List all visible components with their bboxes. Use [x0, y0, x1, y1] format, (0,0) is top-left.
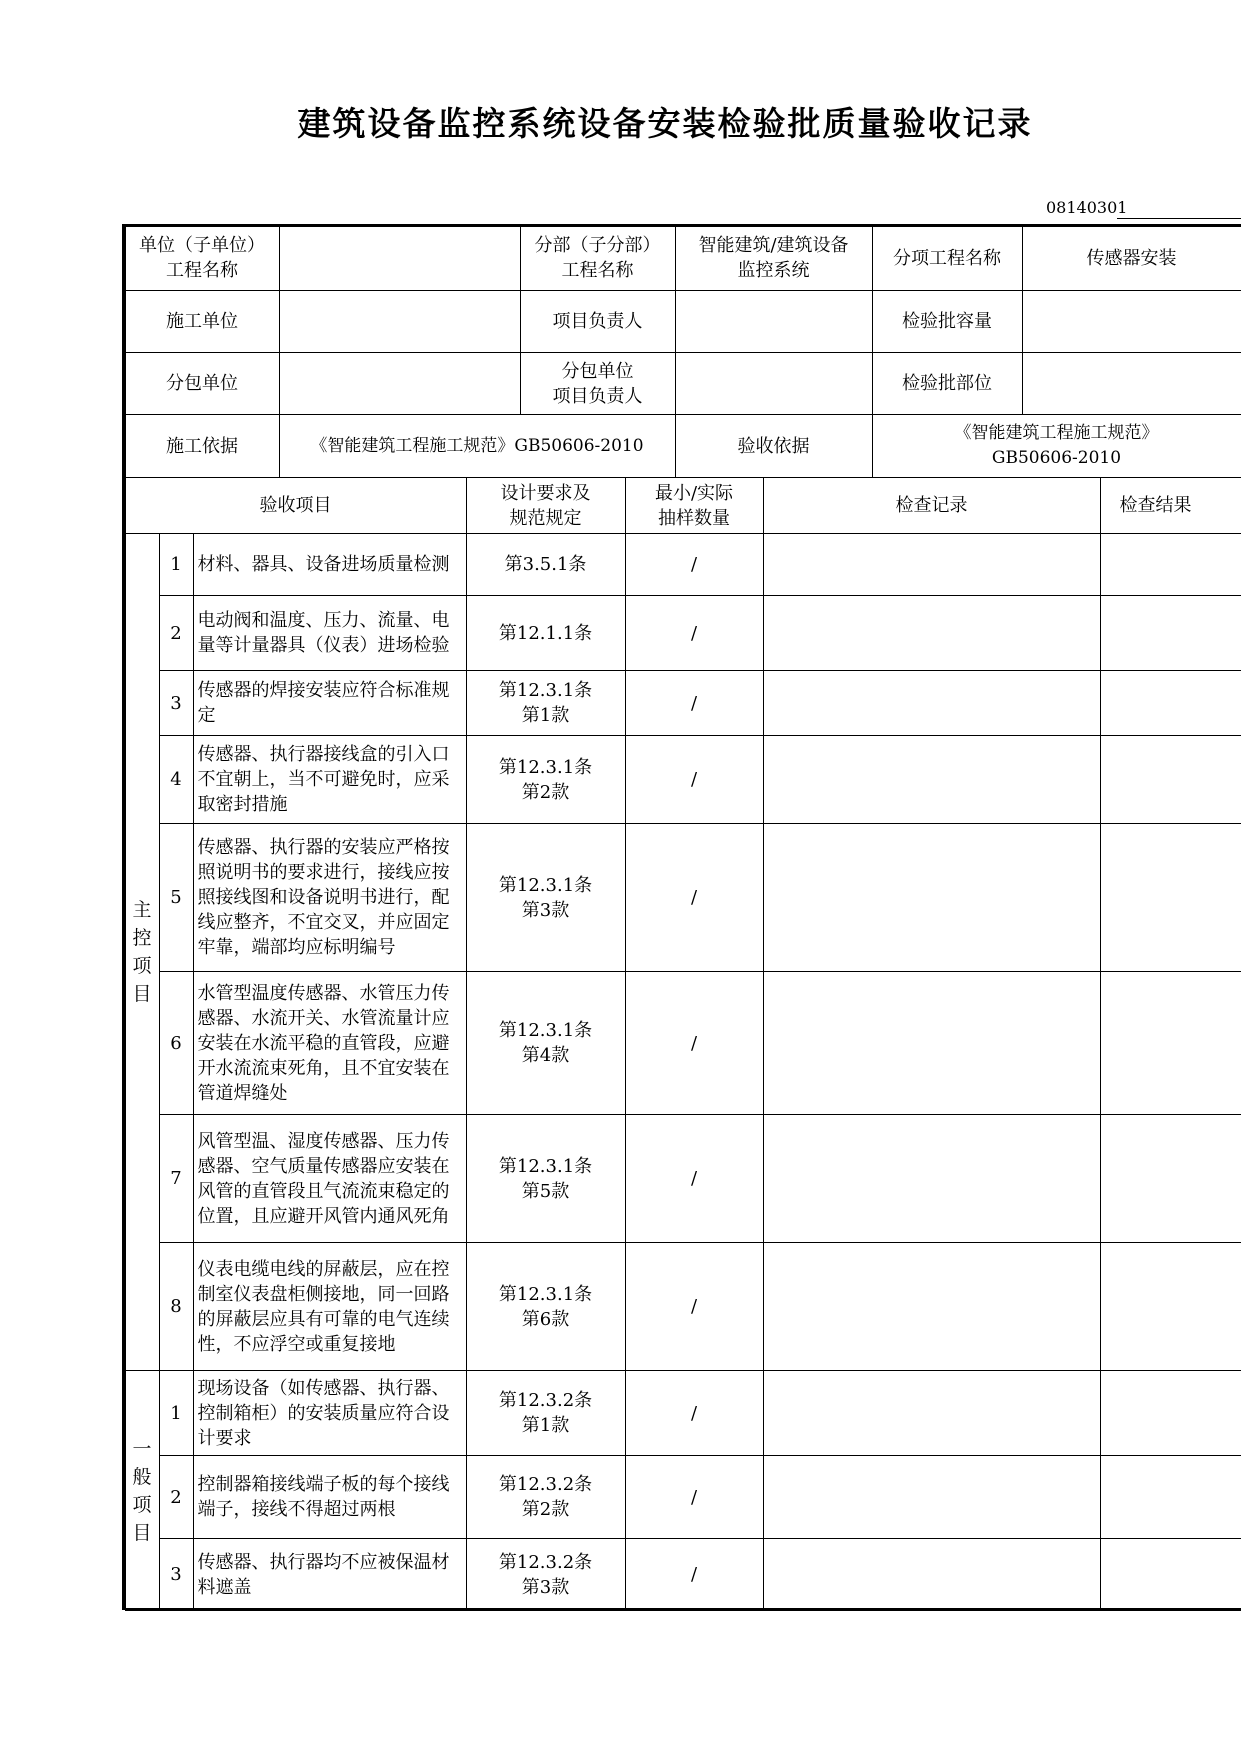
subitem-value[interactable]: 传感器安装 [1022, 226, 1241, 291]
item-check-result[interactable] [1100, 736, 1241, 824]
item-design-ref: 第12.3.2条 第1款 [466, 1371, 625, 1456]
item-text: 仪表电缆电线的屏蔽层，应在控制室仪表盘柜侧接地，同一回路的屏蔽层应具有可靠的电气连续性，不应浮空或重复接地 [193, 1243, 466, 1371]
inspection-body [0, 478, 1241, 1611]
main-control-item-section-label: 主 控 项 目 [125, 534, 159, 1371]
batch-capacity-value[interactable] [1022, 291, 1241, 353]
item-sample: / [625, 534, 763, 596]
item-text: 传感器、执行器的安装应严格按照说明书的要求进行，接线应按照接线图和设备说明书进行，配线应整齐，不宜交叉，并应固定牢靠，端部均应标明编号 [193, 824, 466, 972]
item-number: 1 [159, 1371, 193, 1456]
batch-capacity-label: 检验批容量 [872, 291, 1022, 353]
frame-top-border [122, 224, 1241, 227]
item-number: 4 [159, 736, 193, 824]
item-sample: / [625, 596, 763, 671]
division-label: 分部（子分部） 工程名称 [520, 226, 675, 291]
left-margin [0, 226, 125, 291]
sub-manager-label: 分包单位 项目负责人 [520, 353, 675, 415]
item-sample: / [625, 671, 763, 736]
item-check-result[interactable] [1100, 596, 1241, 671]
item-number: 2 [159, 596, 193, 671]
item-check-record[interactable] [763, 972, 1100, 1115]
general-item-section-label: 一 般 项 目 [125, 1371, 159, 1611]
item-number: 6 [159, 972, 193, 1115]
header-table [0, 225, 1241, 478]
batch-location-value[interactable] [1022, 353, 1241, 415]
frame-left-border [122, 224, 125, 1610]
item-check-record[interactable] [763, 534, 1100, 596]
form-title: 建筑设备监控系统设备安装检验批质量验收记录 [297, 104, 1033, 143]
item-sample: / [625, 1115, 763, 1243]
contractor-value[interactable] [279, 291, 520, 353]
document-number-blank-line [1117, 218, 1241, 219]
basis-label: 施工依据 [125, 415, 279, 478]
item-sample: / [625, 1539, 763, 1611]
left-margin [0, 478, 125, 534]
item-check-record[interactable] [763, 1371, 1100, 1456]
item-check-record[interactable] [763, 596, 1100, 671]
item-design-ref: 第12.3.1条 第1款 [466, 671, 625, 736]
subcontractor-value[interactable] [279, 353, 520, 415]
item-number: 3 [159, 671, 193, 736]
item-check-result[interactable] [1100, 1456, 1241, 1539]
item-text: 材料、器具、设备进场质量检测 [193, 534, 466, 596]
unit-name-value[interactable] [279, 226, 520, 291]
main-control-item-row [0, 824, 1241, 972]
item-design-ref: 第12.3.1条 第4款 [466, 972, 625, 1115]
item-check-result[interactable] [1100, 1371, 1241, 1456]
item-design-ref: 第12.3.1条 第3款 [466, 824, 625, 972]
item-check-result[interactable] [1100, 824, 1241, 972]
item-sample: / [625, 1371, 763, 1456]
item-check-record[interactable] [763, 671, 1100, 736]
column-header-item: 验收项目 [125, 478, 466, 534]
item-check-record[interactable] [763, 824, 1100, 972]
main-control-item-row [0, 972, 1241, 1115]
item-text: 现场设备（如传感器、执行器、控制箱柜）的安装质量应符合设计要求 [193, 1371, 466, 1456]
item-text: 传感器、执行器接线盒的引入口不宜朝上，当不可避免时，应采取密封措施 [193, 736, 466, 824]
inspection-table [0, 477, 1241, 1611]
project-manager-value[interactable] [675, 291, 872, 353]
item-design-ref: 第12.3.2条 第2款 [466, 1456, 625, 1539]
column-header-record: 检查记录 [763, 478, 1100, 534]
item-number: 3 [159, 1539, 193, 1611]
item-number: 8 [159, 1243, 193, 1371]
item-sample: / [625, 1243, 763, 1371]
item-check-result[interactable] [1100, 671, 1241, 736]
sub-manager-value[interactable] [675, 353, 872, 415]
item-check-result[interactable] [1100, 1243, 1241, 1371]
subcontractor-label: 分包单位 [125, 353, 279, 415]
item-check-result[interactable] [1100, 1115, 1241, 1243]
item-design-ref: 第12.3.1条 第6款 [466, 1243, 625, 1371]
item-text: 传感器的焊接安装应符合标准规定 [193, 671, 466, 736]
main-control-item-row [0, 736, 1241, 824]
item-check-result[interactable] [1100, 972, 1241, 1115]
item-text: 控制器箱接线端子板的每个接线端子，接线不得超过两根 [193, 1456, 466, 1539]
column-header-sample: 最小/实际 抽样数量 [625, 478, 763, 534]
item-number: 5 [159, 824, 193, 972]
item-check-result[interactable] [1100, 1539, 1241, 1611]
contractor-label: 施工单位 [125, 291, 279, 353]
item-check-record[interactable] [763, 736, 1100, 824]
column-header-result: 检查结果 [1100, 478, 1241, 534]
item-design-ref: 第3.5.1条 [466, 534, 625, 596]
general-item-row [0, 1371, 1241, 1456]
item-number: 2 [159, 1456, 193, 1539]
main-control-item-row [0, 534, 1241, 596]
main-control-item-row [0, 671, 1241, 736]
item-sample: / [625, 736, 763, 824]
general-item-row [0, 1456, 1241, 1539]
item-check-record[interactable] [763, 1456, 1100, 1539]
item-check-record[interactable] [763, 1115, 1100, 1243]
unit-name-label: 单位（子单位） 工程名称 [125, 226, 279, 291]
item-text: 水管型温度传感器、水管压力传感器、水流开关、水管流量计应安装在水流平稳的直管段，应避开水流流束死角，且不宜安装在管道焊缝处 [193, 972, 466, 1115]
general-item-row [0, 1539, 1241, 1611]
item-sample: / [625, 1456, 763, 1539]
project-manager-label: 项目负责人 [520, 291, 675, 353]
frame-bottom-border [122, 1608, 1241, 1610]
column-header-row [0, 478, 1241, 534]
item-sample: / [625, 824, 763, 972]
item-design-ref: 第12.3.1条 第5款 [466, 1115, 625, 1243]
item-number: 7 [159, 1115, 193, 1243]
acceptance-basis-value: 《智能建筑工程施工规范》 GB50606-2010 [872, 415, 1241, 478]
acceptance-basis-label: 验收依据 [675, 415, 872, 478]
item-number: 1 [159, 534, 193, 596]
subitem-label: 分项工程名称 [872, 226, 1022, 291]
batch-location-label: 检验批部位 [872, 353, 1022, 415]
item-design-ref: 第12.1.1条 [466, 596, 625, 671]
item-design-ref: 第12.3.2条 第3款 [466, 1539, 625, 1611]
item-text: 传感器、执行器均不应被保温材料遮盖 [193, 1539, 466, 1611]
division-value[interactable]: 智能建筑/建筑设备 监控系统 [675, 226, 872, 291]
item-design-ref: 第12.3.1条 第2款 [466, 736, 625, 824]
main-control-item-row [0, 1115, 1241, 1243]
basis-value: 《智能建筑工程施工规范》GB50606-2010 [279, 415, 675, 478]
item-sample: / [625, 972, 763, 1115]
item-check-result[interactable] [1100, 534, 1241, 596]
item-check-record[interactable] [763, 1243, 1100, 1371]
item-check-record[interactable] [763, 1539, 1100, 1611]
column-header-design: 设计要求及 规范规定 [466, 478, 625, 534]
main-control-item-row [0, 1243, 1241, 1371]
item-text: 风管型温、湿度传感器、压力传感器、空气质量传感器应安装在风管的直管段且气流流束稳定的位置，且应避开风管内通风死角 [193, 1115, 466, 1243]
main-control-item-row [0, 596, 1241, 671]
item-text: 电动阀和温度、压力、流量、电量等计量器具（仪表）进场检验 [193, 596, 466, 671]
document-number: 08140301 [1046, 198, 1128, 217]
